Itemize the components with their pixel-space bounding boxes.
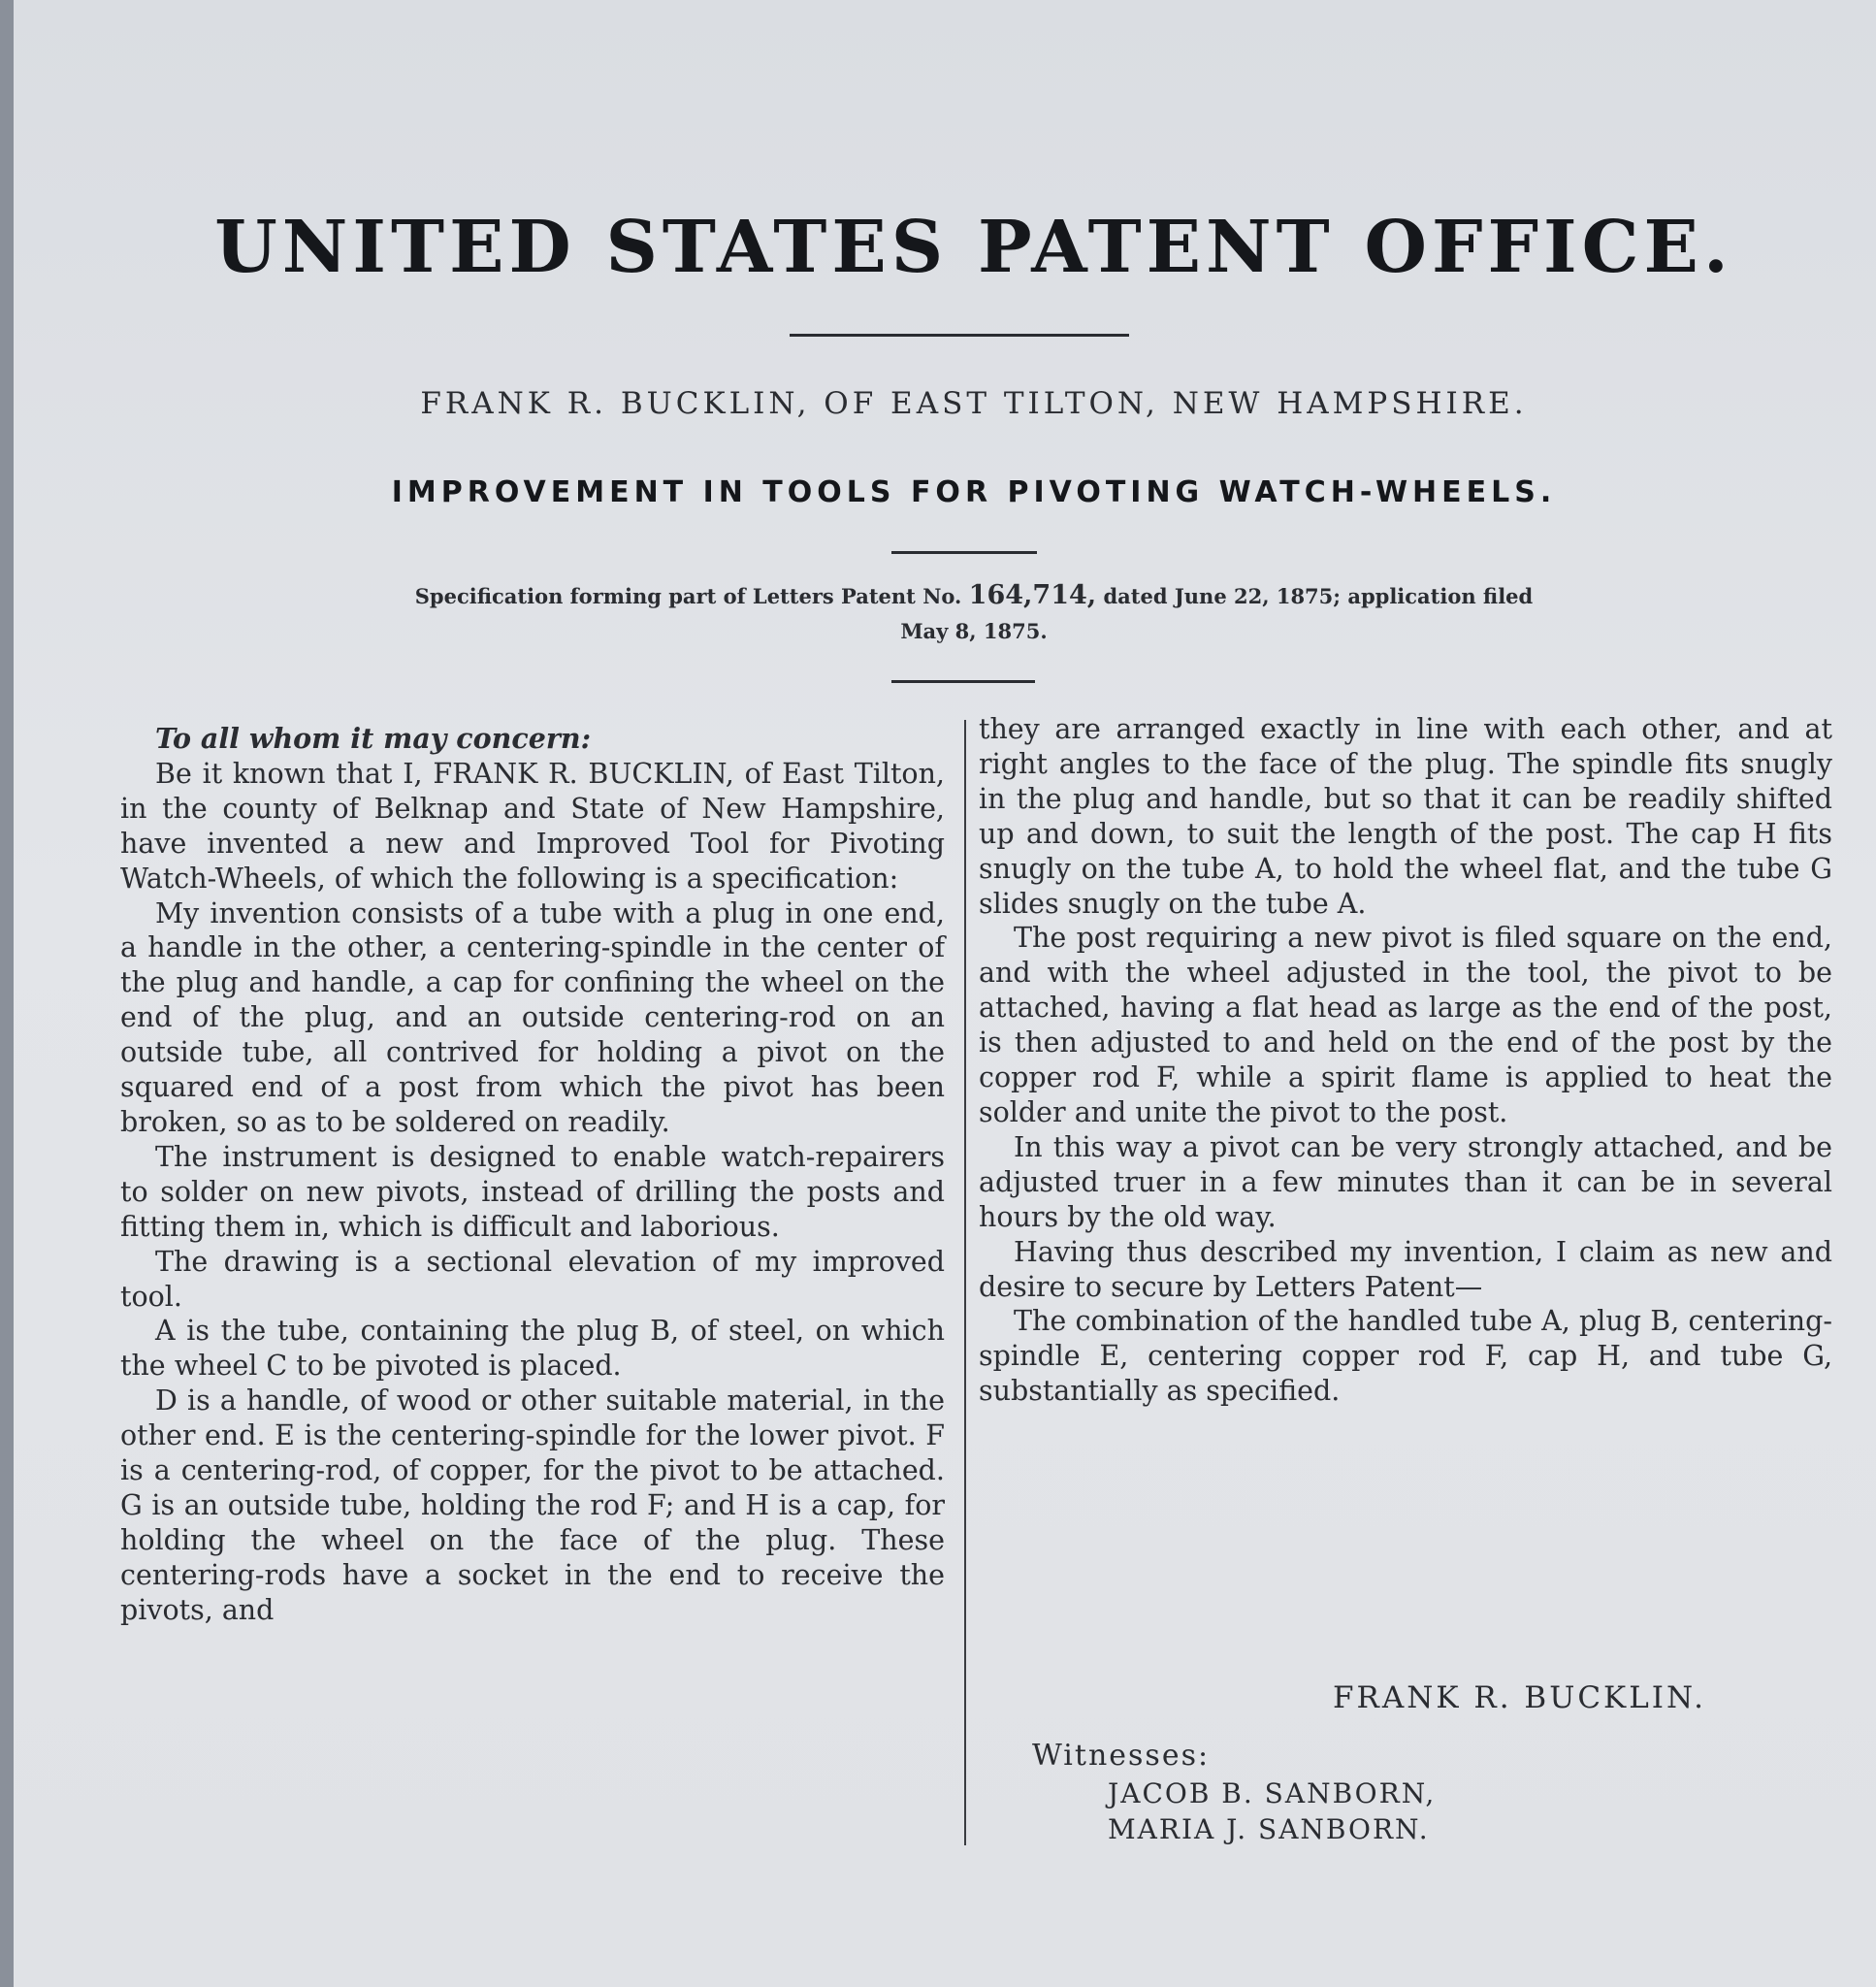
witness-name: MARIA J. SANBORN. [1108, 1813, 1430, 1845]
spec-date-filed: dated June 22, 1875; application filed [1103, 584, 1534, 608]
paragraph-invention: My invention consists of a tube with a plug in one end, a handle in the other, a centering-spindle in the center of the plug and handle, a cap for confining the wheel on the end of the plug, and an outside centering-rod on an outside tube, all contrived for holding a pivot on the squared end of a post from which the pivot has been broken, so as to be soldered on readily. [120, 896, 945, 1138]
office-title: UNITED STATES PATENT OFFICE. [214, 206, 1733, 289]
witness-name: JACOB B. SANBORN, [1108, 1777, 1437, 1809]
paragraph-post: The post requiring a new pivot is filed square on the end, and with the wheel adjusted in the tool, the pivot to be attached, having a flat head as large as the end of the post, is then adjusted to and held on the end of the post by the copper rod F, while a spirit flame is applied to heat the solder and unite the pivot to the post. [979, 922, 1832, 1128]
spec-date-application: May 8, 1875. [900, 619, 1048, 643]
spec-rule [891, 680, 1035, 683]
patent-number: 164,714, [968, 580, 1097, 610]
improvement-title: IMPROVEMENT IN TOOLS FOR PIVOTING WATCH-WHEELS. [391, 475, 1557, 509]
improvement-rule [891, 551, 1037, 554]
paragraph-tube: A is the tube, containing the plug B, of steel, on which the wheel C to be pivoted is placed. [120, 1315, 945, 1383]
paragraph-claim-intro: Having thus described my invention, I claim as new and desire to secure by Letters Patent— [979, 1235, 1832, 1303]
inventor-signature: FRANK R. BUCKLIN. [1333, 1680, 1707, 1715]
paragraph-drawing: The drawing is a sectional elevation of my improved tool. [120, 1245, 945, 1313]
inventor-line: FRANK R. BUCKLIN, OF EAST TILTON, NEW HAMPSHIRE. [420, 386, 1528, 421]
witnesses-label: Witnesses: [1032, 1739, 1211, 1773]
paragraph-continuation: they are arranged exactly in line with each other, and at right angles to the face of the plug. The spindle fits snugly in the plug and handle, but so that it can be readily shifted up and down, to suit the length of the post. The cap H fits snugly on the tube A, to hold the wheel flat, and the tube G slides snugly on the tube A. [979, 713, 1832, 920]
spec-prefix: Specification forming part of Letters Patent No. [414, 584, 962, 608]
left-column [120, 722, 945, 1628]
column-divider [964, 720, 966, 1845]
salutation: To all whom it may concern: [155, 722, 592, 755]
paragraph-handle: D is a handle, of wood or other suitable material, in the other end. E is the centering-spindle for the lower pivot. F is a centering-rod, of copper, for the pivot to be attached. G is an outside tube, holding the rod F; and H is a cap, for holding the wheel on the face of the plug. These centering-rods have a socket in the end to receive the pivots, and [120, 1384, 945, 1626]
patent-page [14, 0, 1876, 1987]
paragraph-claim: The combination of the handled tube A, plug B, centering-spindle E, centering copper rod F, cap H, and tube G, substantially as specified. [979, 1305, 1832, 1408]
paragraph-known: Be it known that I, FRANK R. BUCKLIN, of East Tilton, in the county of Belknap and State of New Hampshire, have invented a new and Improved Tool for Pivoting Watch-Wheels, of which the following is a specification: [120, 757, 945, 895]
specification-line [227, 578, 1721, 649]
paragraph-way: In this way a pivot can be very strongly attached, and be adjusted truer in a few minutes than it can be in several hours by the old way. [979, 1130, 1832, 1233]
right-column [979, 712, 1832, 1409]
title-rule [790, 334, 1129, 337]
paragraph-instrument: The instrument is designed to enable watch-repairers to solder on new pivots, instead of drilling the posts and fitting them in, which is difficult and laborious. [120, 1140, 945, 1243]
